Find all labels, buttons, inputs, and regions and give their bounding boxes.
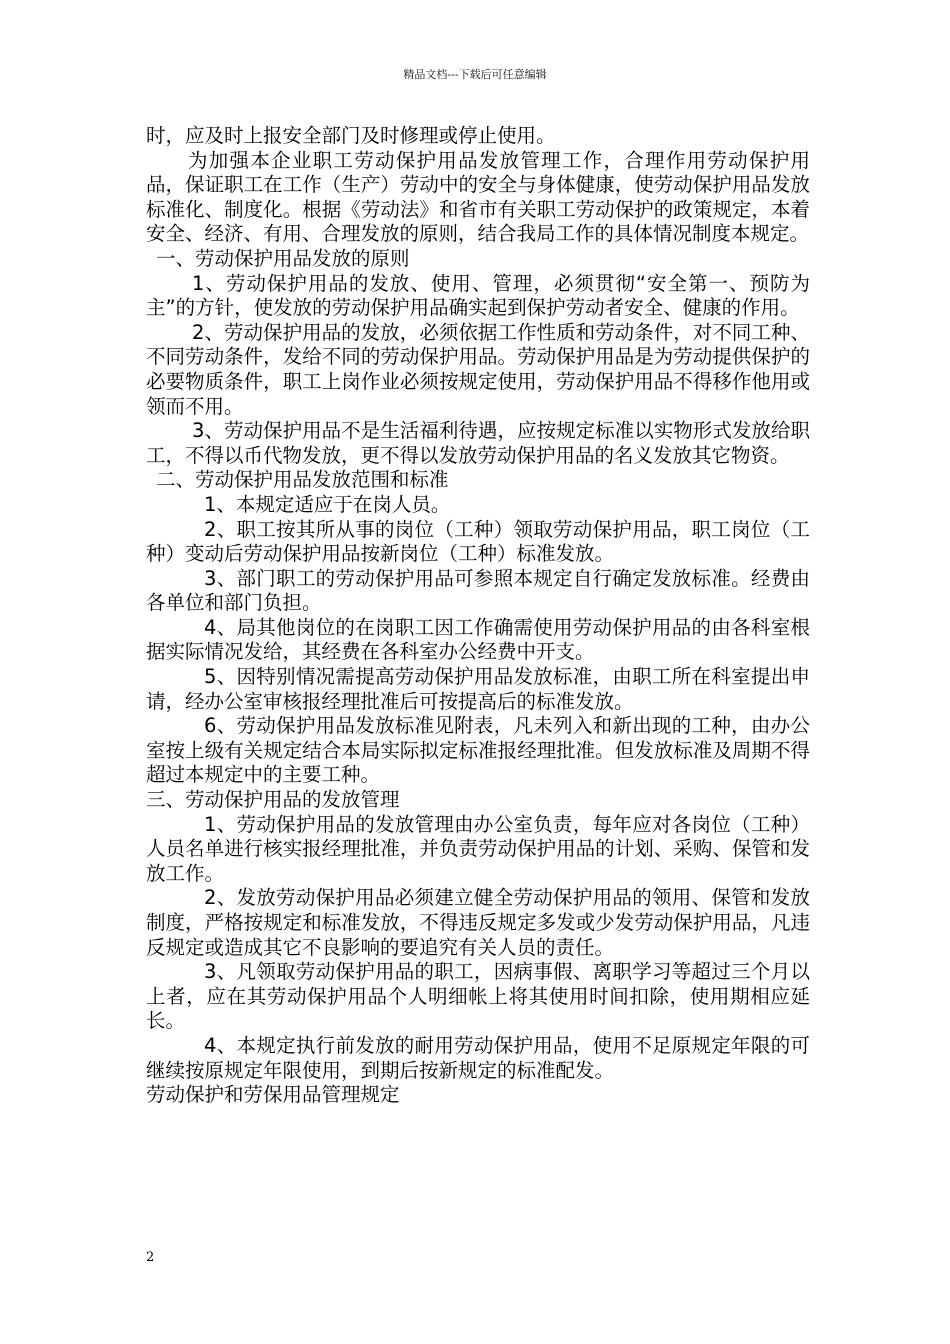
- paragraph: 3、部门职工的劳动保护用品可参照本规定自行确定发放标准。经费由各单位和部门负担。: [146, 566, 810, 615]
- paragraph: 1、劳动保护用品的发放管理由办公室负责，每年应对各岗位（工种）人员名单进行核实报经理批准，并负责劳动保护用品的计划、采购、保管和发放工作。: [146, 812, 810, 885]
- paragraph: 劳动保护和劳保用品管理规定: [146, 1083, 400, 1107]
- paragraph: 1、劳动保护用品的发放、使用、管理，必须贯彻“安全第一、预防为主”的方针，使发放的劳动保护用品确实起到保护劳动者安全、健康的作用。: [146, 271, 810, 320]
- paragraph: 5、因特别情况需提高劳动保护用品发放标准，由职工所在科室提出申请，经办公室审核报经理批准后可按提高后的标准发放。: [146, 665, 810, 713]
- page-number: 2: [146, 1250, 155, 1265]
- paragraph: 三、劳动保护用品的发放管理: [146, 788, 400, 812]
- paragraph: 2、发放劳动保护用品必须建立健全劳动保护用品的领用、保管和发放制度，严格按规定和标准发放，不得违反规定多发或少发劳动保护用品，凡违反规定或造成其它不良影响的要追究有关人员的责任。: [146, 886, 810, 959]
- document-body: [146, 124, 810, 1108]
- paragraph: 二、劳动保护用品发放范围和标准: [156, 468, 449, 492]
- paragraph: 6、劳动保护用品发放标准见附表，凡未列入和新出现的工种，由办公室按上级有关规定结合本局实际拟定标准报经理批准。但发放标准及周期不得超过本规定中的主要工种。: [146, 714, 810, 787]
- paragraph: 一、劳动保护用品发放的原则: [156, 246, 410, 270]
- paragraph: 1、本规定适应于在岗人员。: [204, 492, 451, 516]
- paragraph: 2、职工按其所从事的岗位（工种）领取劳动保护用品，职工岗位（工种）变动后劳动保护用品按新岗位（工种）标准发放。: [146, 517, 810, 566]
- paragraph: 3、劳动保护用品不是生活福利待遇，应按规定标准以实物形式发放给职工，不得以币代物发放，更不得以发放劳动保护用品的名义发放其它物资。: [146, 419, 810, 467]
- page-header: 精品文档---下载后可任意编辑: [403, 68, 547, 81]
- paragraph: 4、局其他岗位的在岗职工因工作确需使用劳动保护用品的由各科室根据实际情况发给，其经费在各科室办公经费中开支。: [146, 615, 810, 664]
- paragraph: 为加强本企业职工劳动保护用品发放管理工作，合理作用劳动保护用品，保证职工在工作（生产）劳动中的安全与身体健康，使劳动保护用品发放标准化、制度化。根据《劳动法》和省市有关职工劳动保护的政策规定，本着安全、经济、有用、合理发放的原则，结合我局工作的具体情况制度本规定。: [146, 148, 810, 246]
- paragraph: 3、凡领取劳动保护用品的职工，因病事假、离职学习等超过三个月以上者，应在其劳动保护用品个人明细帐上将其使用时间扣除，使用期相应延长。: [146, 960, 810, 1033]
- paragraph: 2、劳动保护用品的发放，必须依据工作性质和劳动条件，对不同工种、不同劳动条件，发给不同的劳动保护用品。劳动保护用品是为劳动提供保护的必要物质条件，职工上岗作业必须按规定使用，劳动保护用品不得移作他用或领而不用。: [146, 320, 810, 418]
- paragraph: 4、本规定执行前发放的耐用劳动保护用品，使用不足原规定年限的可继续按原规定年限使用，到期后按新规定的标准配发。: [146, 1033, 810, 1082]
- paragraph: 时，应及时上报安全部门及时修理或停止使用。: [146, 124, 556, 147]
